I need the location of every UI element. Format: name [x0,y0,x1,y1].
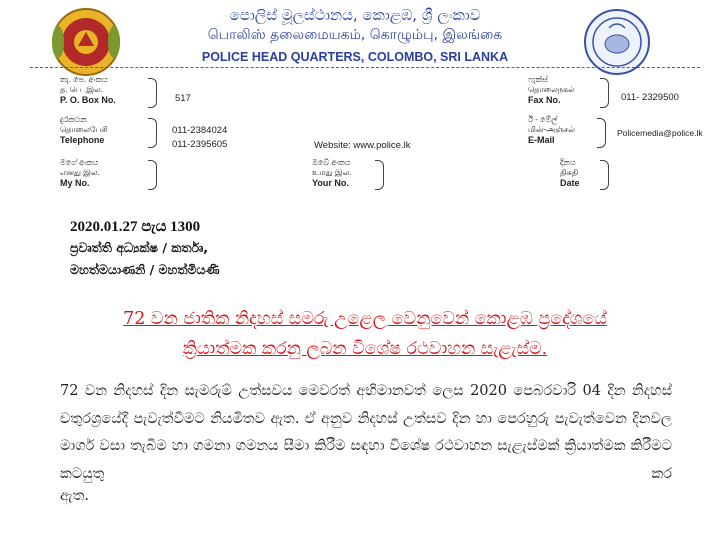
header-tamil: பொலிஸ் தலைமையகம், கொழும்பு, இலங்கை [207,27,503,43]
your-no-label: ඔබේ අංකය உமது இல. Your No. [312,158,352,188]
recipient-line-1: ප්‍රවෘත්ති අධ්‍යක්ෂ / කර්තෘ, [70,240,208,255]
email-label: ඊ - මේල් மின்-அஞ்சல் E-Mail [528,115,575,145]
recipient-line-2: මහත්මයාණනි / මහත්මියණි [70,262,220,277]
brace [375,160,384,190]
brace [597,118,606,148]
body-paragraph: 72 වන නිදහස් දින සැමරුම් උත්සවය මෙවරත් අභිමානවත් ලෙස 2020 පෙබරවාරි 04 දින නිදහස් චතුරශ්‍රයේදී පැවැත්වීමට නියමිතව ඇත. ඒ අනුව නිදහස් උත්සව දින හා පෙරහුරු පැවැත්වෙන දිනවල මාර්ග වසා තැබීම හා ගමනා ගමනය සීමා කිරීම සඳහා විශේෂ රථවාහන සැළැස්මක් ක්‍රියාත්මක කිරීමට කටයුතු කර [60,383,672,482]
title-line-2: ක්‍රියාත්මක කරනු ලබන විශේෂ රථවාහන සැළැස්ම. [182,339,548,359]
header-sinhala: පොලිස් මූලස්ථානය, කොළඹ, ශ්‍රී ලංකාව [229,6,481,24]
date-time-line: 2020.01.27 පැය 1300 [70,219,201,235]
fax-value: 011- 2329500 [621,92,679,103]
brace [600,78,609,108]
telephone-value-2: 011-2395605 [172,139,228,150]
fax-label: ෆැක්ස් தொலைநகல் Fax No. [528,75,575,105]
pobox-value: 517 [175,93,191,104]
telephone-value-1: 011-2384024 [172,125,228,136]
telephone-label: දුරකථන தொலைபேசி Telephone [60,115,108,145]
header-english: POLICE HEAD QUARTERS, COLOMBO, SRI LANKA [201,50,509,64]
header-divider [30,67,700,68]
brace [148,160,157,190]
brace [148,118,157,148]
body-paragraph-end: ඇත. [60,488,89,504]
date-label: දිනය திகதி Date [560,158,580,188]
my-no-label: මගේ අංකය எனது இல. My No. [60,158,100,188]
email-value: Policemedia@police.lk [617,128,703,138]
pobox-label: තැ. පෙ. අංකය த. பெ .இல. P. O. Box No. [60,75,116,105]
website: Website: www.police.lk [314,140,411,151]
title-line-1: 72 වන ජාතික නිදහස් සමරු උළෙල වෙනුවෙන් කොළඹ ප්‍රදේශයේ [123,309,607,329]
brace [148,78,157,108]
brace [600,160,609,190]
